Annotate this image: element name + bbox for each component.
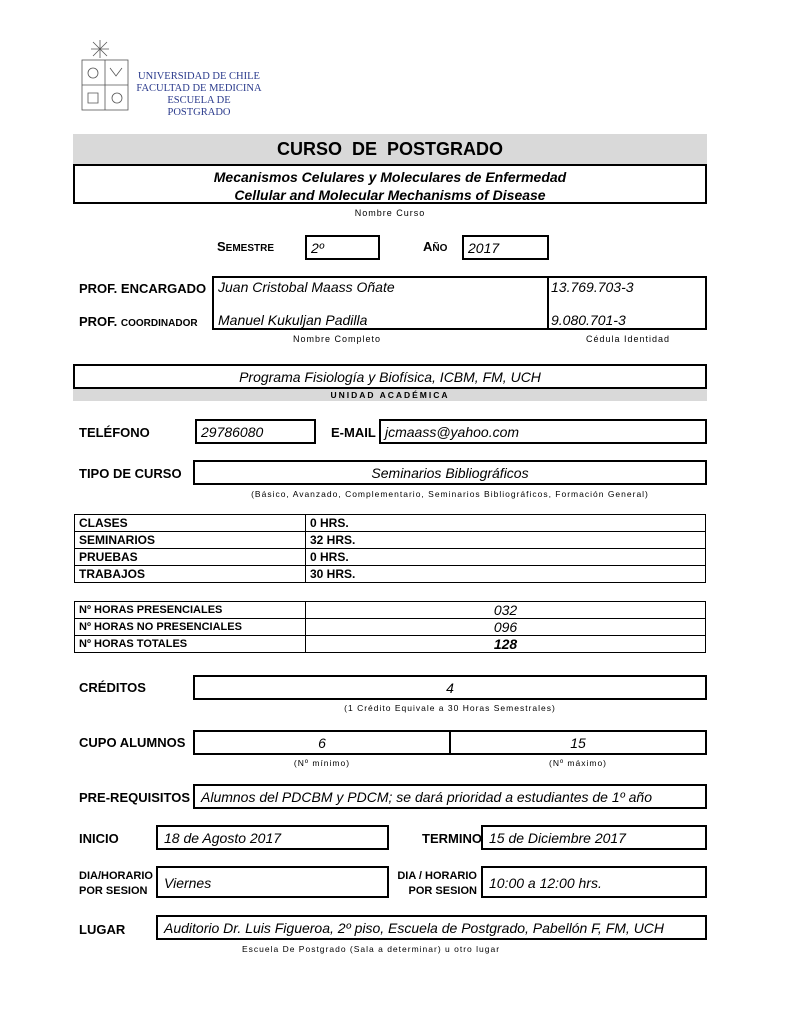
credits-value: 4: [446, 680, 454, 696]
start-field: [156, 825, 389, 850]
university-logo: [80, 38, 130, 112]
prof-coordinador-id: 9.080.701-3: [551, 312, 626, 328]
professors-divider: [547, 278, 549, 328]
course-name-box: [73, 164, 707, 204]
hours-table: [74, 601, 706, 653]
activity-label: SEMINARIOS: [75, 532, 306, 549]
school-name: ESCUELA DE POSTGRADO: [167, 95, 231, 118]
academic-unit-field: [73, 364, 707, 389]
faculty-name: FACULTAD DE MEDICINA: [136, 83, 262, 94]
semester-value: 2º: [311, 240, 324, 256]
activity-label: PRUEBAS: [75, 549, 306, 566]
activity-label: CLASES: [75, 515, 306, 532]
day-schedule-label: DIA/HORARIO POR SESION: [79, 870, 153, 897]
place-caption: Escuela De Postgrado (Sala a determinar) u otro lugar: [241, 944, 501, 954]
hours-value: 032: [306, 602, 706, 619]
university-name: UNIVERSIDAD DE CHILE: [138, 71, 260, 82]
day-value: Viernes: [164, 875, 212, 891]
course-banner: [73, 134, 707, 164]
prerequisites-field: [193, 784, 707, 809]
quota-max-field: [449, 730, 707, 755]
course-type-field: [193, 460, 707, 485]
table-row: [75, 549, 706, 566]
time-schedule-label: DIA / HORARIO POR SESION: [397, 870, 477, 897]
professors-id-caption: Cédula Identidad: [585, 334, 671, 344]
table-row: [75, 602, 706, 619]
email-value: jcmaass@yahoo.com: [385, 424, 520, 440]
time-value: 10:00 a 12:00 hrs.: [489, 875, 602, 891]
end-label: TERMINO: [422, 831, 482, 846]
phone-field: [195, 419, 316, 444]
phone-label: TELÉFONO: [79, 425, 150, 440]
course-type-label: TIPO DE CURSO: [79, 466, 182, 481]
year-field: [462, 235, 549, 260]
hours-label: Nº HORAS TOTALES: [75, 636, 306, 653]
table-row: [75, 636, 706, 653]
quota-min-field: [193, 730, 451, 755]
university-header: [135, 71, 263, 119]
professors-name-caption: Nombre Completo: [292, 334, 382, 344]
hours-label: Nº HORAS NO PRESENCIALES: [75, 619, 306, 636]
semester-field: [305, 235, 380, 260]
end-field: [481, 825, 707, 850]
academic-unit-value: Programa Fisiología y Biofísica, ICBM, FM, UCH: [239, 369, 541, 385]
prof-encargado-name: Juan Cristobal Maass Oñate: [218, 279, 395, 295]
activity-value: 0 HRS.: [306, 515, 706, 532]
hours-value: 128: [306, 636, 706, 653]
start-value: 18 de Agosto 2017: [164, 830, 282, 846]
table-row: [75, 566, 706, 583]
prerequisites-label: PRE-REQUISITOS: [79, 790, 191, 805]
time-field: [481, 866, 707, 898]
start-label: INICIO: [79, 831, 119, 846]
prof-coordinador-name: Manuel Kukuljan Padilla: [218, 312, 368, 328]
academic-unit-caption-bar: [73, 389, 707, 401]
quota-min-caption: (Nº mínimo): [293, 758, 351, 768]
course-name-en: Cellular and Molecular Mechanisms of Disease: [234, 187, 546, 203]
course-type-value: Seminarios Bibliográficos: [371, 465, 529, 481]
page-title: CURSO DE POSTGRADO: [276, 139, 504, 159]
place-value: Auditorio Dr. Luis Figueroa, 2º piso, Escuela de Postgrado, Pabellón F, FM, UCH: [164, 920, 665, 936]
hours-value: 096: [306, 619, 706, 636]
hours-label: Nº HORAS PRESENCIALES: [75, 602, 306, 619]
activity-label: TRABAJOS: [75, 566, 306, 583]
credits-caption: (1 Crédito Equivale a 30 Horas Semestrales): [344, 703, 556, 713]
place-label: LUGAR: [79, 922, 126, 937]
end-value: 15 de Diciembre 2017: [489, 830, 626, 846]
activity-value: 32 HRS.: [306, 532, 706, 549]
place-field: [156, 915, 707, 940]
activity-value: 30 HRS.: [306, 566, 706, 583]
table-row: [75, 515, 706, 532]
table-row: [75, 619, 706, 636]
email-label: E-MAIL: [331, 425, 376, 440]
email-field: [379, 419, 707, 444]
semester-label: SEMESTRE: [217, 239, 275, 254]
activities-table: [74, 514, 706, 583]
phone-value: 29786080: [201, 424, 264, 440]
credits-label: CRÉDITOS: [79, 680, 146, 695]
academic-unit-caption: UNIDAD ACADÉMICA: [330, 390, 450, 400]
prof-coordinador-label: PROF. COORDINADOR: [79, 314, 198, 329]
year-value: 2017: [468, 240, 500, 256]
quota-min-value: 6: [318, 735, 326, 751]
quota-max-caption: (Nº máximo): [548, 758, 608, 768]
quota-max-value: 15: [570, 735, 586, 751]
course-type-caption: (Básico, Avanzado, Complementario, Seminarios Bibliográficos, Formación General): [251, 489, 649, 499]
prof-encargado-id: 13.769.703-3: [551, 279, 634, 295]
year-label: AÑO: [423, 239, 448, 254]
credits-field: [193, 675, 707, 700]
course-name-caption: Nombre Curso: [354, 208, 426, 218]
course-name-es: Mecanismos Celulares y Moleculares de Enfermedad: [213, 169, 567, 185]
prof-encargado-label: PROF. ENCARGADO: [79, 281, 207, 296]
prerequisites-value: Alumnos del PDCBM y PDCM; se dará prioridad a estudiantes de 1º año: [201, 789, 653, 805]
quota-label: CUPO ALUMNOS: [79, 735, 186, 750]
table-row: [75, 532, 706, 549]
activity-value: 0 HRS.: [306, 549, 706, 566]
day-field: [156, 866, 389, 898]
